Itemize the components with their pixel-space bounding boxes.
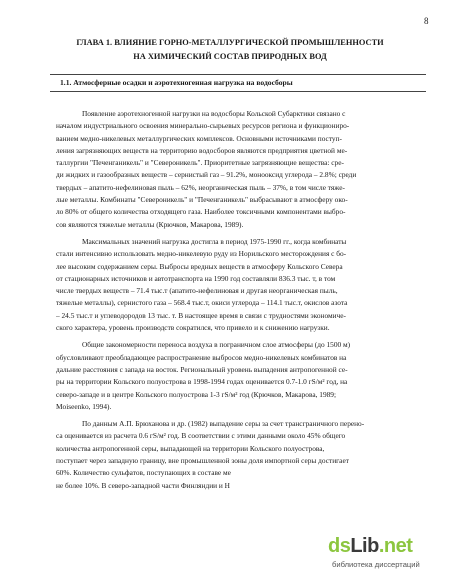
text-line: лее высоким содержанием серы. Выбросы вредных веществ в атмосферу Кольского Севера [56,261,343,271]
section-rule-top [50,74,426,75]
paragraph [56,339,418,413]
text-line: стали интенсивно использовать медно-никелевую руду из Норильского месторождения с бо- [56,249,347,259]
text-line: По данным А.П. Брюханова и др. (1982) выпадение серы за счет трансграничного перено- [82,419,365,429]
text-line: Общие закономерности переноса воздуха в пограничном слое атмосферы (до 1500 м) [82,340,351,350]
text-line: обусловливают преобладающее распространение выбросов медно-никелевых комбинатов на [56,352,347,362]
dslib-subtitle: библиотека диссертаций [332,560,420,569]
text-line: сов являются тяжелые металлы (Крючков, Макарова, 1989). [56,219,244,229]
chapter-title [40,36,420,64]
text-line: ванием медно-никелевых металлургических комплексов. Основными источниками поступ- [56,133,342,143]
text-line: дальние расстояния с запада на восток. Региональный уровень выпадения антропогенной се- [56,364,348,374]
text-line: числе твердых веществ – 71.4 тыс.т (апатито-нефелиновая и другая неорганическая пыль, [56,286,338,296]
text-line: Максимальных значений нагрузка достигла в период 1975-1990 гг., когда комбинаты [82,236,347,246]
text-line: таллургии "Печенганикель" и "Североникель". Приоритетные загрязняющие вещества: сре- [56,158,344,168]
chapter-title-line: ГЛАВА 1. ВЛИЯНИЕ ГОРНО-МЕТАЛЛУРГИЧЕСКОЙ ПРОМЫШЛЕННОСТИ [76,38,384,47]
logo-part-ds: ds [328,535,351,557]
paragraph [56,236,418,334]
text-line: ди жидких и газообразных веществ – сернистый газ – 91.2%, монооксид углерода – 2.8%; среди [56,170,357,180]
text-line: от стационарных источников и автотранспорта на 1990 год составляли 836.3 тыс. т, в том [56,273,336,283]
text-line: 60%. Количество сульфатов, поступающих в составе ме [56,468,231,478]
text-line: тяжелые металлы), сернистого газа – 568.4 тыс.т, окиси углерода – 114.1 тыс.т, окислов азота [56,298,348,308]
watermark [328,534,440,574]
section-title: 1.1. Атмосферные осадки и аэротехногенная нагрузка на водосборы [60,78,293,87]
text-line: ления загрязняющих веществ на территорию водосборов являются предприятия цветной ме- [56,145,348,155]
text-line: ры на территории Кольского полуострова в 1998-1994 годах оценивается 0.7-1.0 гS/м² год, на [56,377,348,387]
logo-part-net: .net [378,535,413,557]
text-line: лые металлы. Комбинаты "Североникель" и "Печенганикель" выбрасывают в атмосферу око- [56,195,348,205]
text-line: не более 10%. В северо-западной части Финляндии и Н [56,480,230,490]
paragraph [56,418,418,492]
text-line: твердых – апатито-нефелиновая пыль – 62%, неорганическая пыль – 37%, в том числе тяже- [56,182,345,192]
chapter-title-line: НА ХИМИЧЕСКИЙ СОСТАВ ПРИРОДНЫХ ВОД [133,52,327,61]
text-line: поступает через западную границу, вне промышленной зоны доля импортной серы достигает [56,456,349,466]
text-line: началом индустриального освоения минерально-сырьевых ресурсов региона и функциониро- [56,121,350,131]
text-line: Появление аэротехногенной нагрузки на водосборы Кольской Субарктики связано с [82,109,346,118]
text-line: ло 80% от общего количества отходящего газа. Наиболее токсичными компонентами выбро- [56,207,346,217]
section-rule-bottom [50,91,426,92]
body-text [56,108,418,497]
paragraph [56,108,418,231]
text-line: Moiseenko, 1994). [56,401,112,411]
logo-part-lib: Lib [350,535,379,557]
text-line: са оценивается из расчета 0.6 гS/м² год. В соответствии с этими данными около 45% общего [56,431,346,441]
text-line: – 24.5 тыс.т и углеводородов 13 тыс. т. В настоящее время в связи с трудностями экономиче- [56,310,346,320]
text-line: северо-западе и в центре Кольского полуострова 1-3 гS/м² год (Крючков, Макарова, 1989; [56,389,336,399]
text-line: количества антропогенной серы, выпадающей на территории Кольского полуострова, [56,443,325,453]
page-number: 8 [424,16,429,26]
dslib-logo [328,534,440,558]
text-line: ского характера, уровень производств сократился, что привело и к снижению нагрузки. [56,323,330,333]
